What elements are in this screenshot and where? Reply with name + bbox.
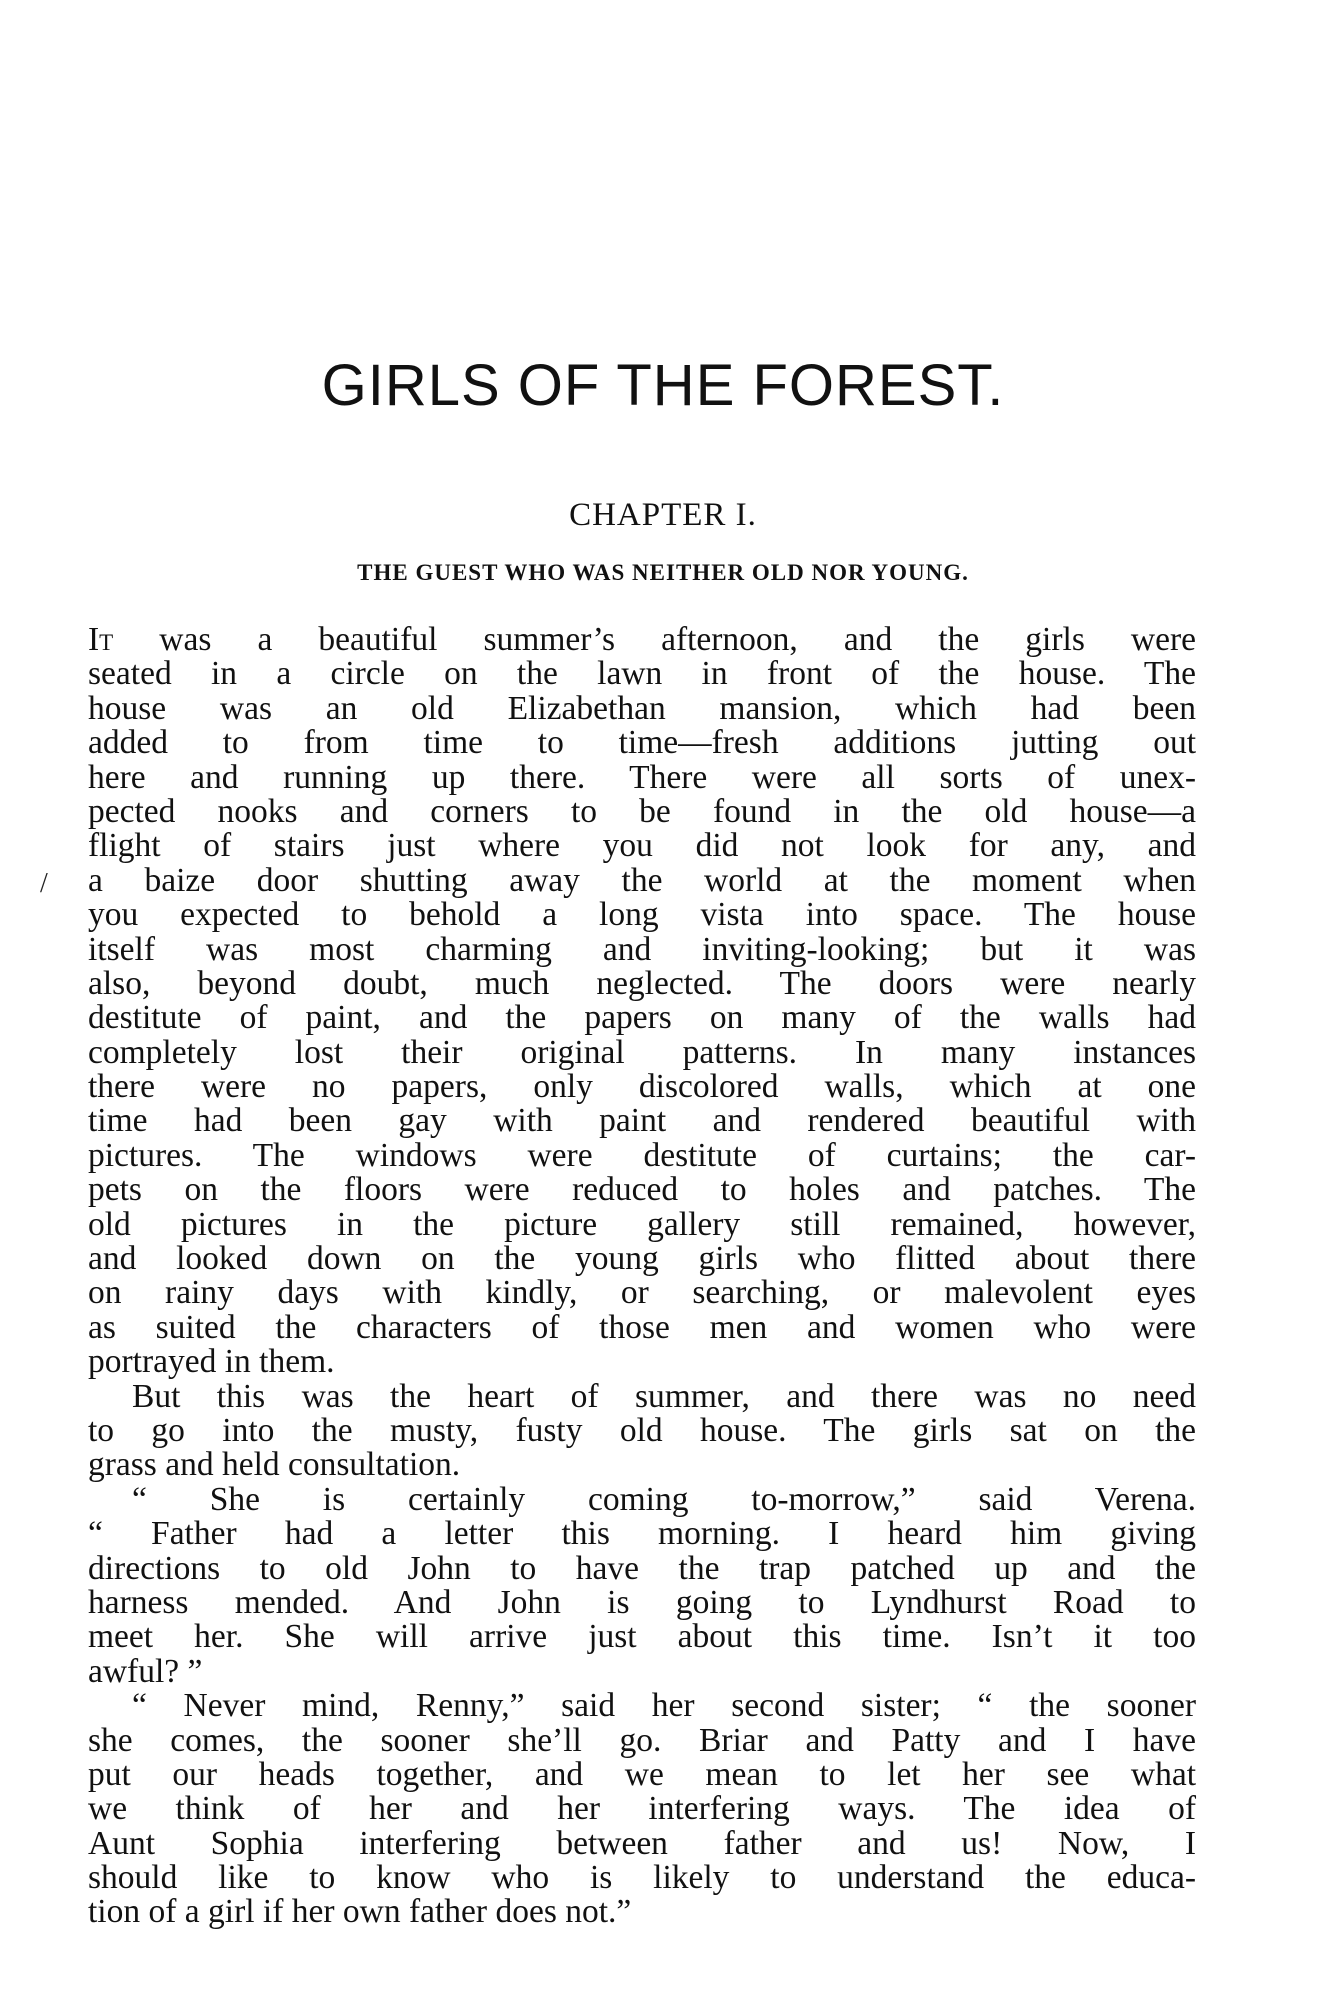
paragraph-line: “ She is certainly coming to-morrow,” said Verena.: [132, 1480, 1196, 1518]
paragraph-line: there were no papers, only discolored walls, which at one: [88, 1068, 1196, 1106]
paragraph-1: [88, 623, 1196, 1380]
paragraph-line: destitute of paint, and the papers on many of the walls had: [88, 999, 1196, 1037]
paragraph-line: added to from time to time—fresh additions jutting out: [88, 724, 1196, 762]
paragraph-line: seated in a circle on the lawn in front of the house. The: [88, 655, 1196, 693]
paragraph-line: pected nooks and corners to be found in the old house—a: [88, 792, 1196, 830]
paragraph-line: Aunt Sophia interfering between father and us! Now, I: [88, 1824, 1196, 1862]
body-text: [88, 623, 1196, 1930]
paragraph-line: to go into the musty, fusty old house. The girls sat on the: [88, 1411, 1196, 1449]
chapter-title: THE GUEST WHO WAS NEITHER OLD NOR YOUNG.: [357, 560, 969, 585]
paragraph-3: [88, 1480, 1196, 1690]
stray-ink-mark: /: [40, 868, 48, 899]
paragraph-line: portrayed in them.: [88, 1343, 335, 1381]
paragraph-line: a baize door shutting away the world at the moment when: [88, 861, 1196, 899]
paragraph-line: as suited the characters of those men and women who were: [88, 1308, 1196, 1346]
paragraph-line: she comes, the sooner she’ll go. Briar and Patty and I have: [88, 1721, 1196, 1759]
book-title: GIRLS OF THE FOREST.: [321, 353, 1005, 418]
paragraph-line: tion of a girl if her own father does not.”: [88, 1893, 632, 1931]
paragraph-line: But this was the heart of summer, and there was no need: [132, 1377, 1196, 1415]
paragraph-line: awful? ”: [88, 1652, 203, 1690]
paragraph-line: you expected to behold a long vista into space. The house: [88, 896, 1196, 934]
paragraph-line: itself was most charming and inviting-looking; but it was: [88, 930, 1196, 968]
paragraph-line: house was an old Elizabethan mansion, which had been: [88, 689, 1196, 727]
paragraph-line: should like to know who is likely to understand the educa-: [88, 1859, 1196, 1897]
paragraph-line: meet her. She will arrive just about this time. Isn’t it too: [88, 1618, 1196, 1656]
paragraph-line: harness mended. And John is going to Lyndhurst Road to: [88, 1583, 1196, 1621]
paragraph-line: also, beyond doubt, much neglected. The doors were nearly: [88, 964, 1196, 1002]
paragraph-4: [88, 1689, 1196, 1930]
paragraph-line: pictures. The windows were destitute of curtains; the car-: [88, 1136, 1196, 1174]
paragraph-2: [88, 1377, 1196, 1484]
paragraph-line: flight of stairs just where you did not look for any, and: [88, 827, 1196, 865]
paragraph-line: “ Never mind, Renny,” said her second sister; “ the sooner: [132, 1687, 1196, 1725]
paragraph-line: old pictures in the picture gallery still remained, however,: [88, 1205, 1196, 1243]
paragraph-line: put our heads together, and we mean to let her see what: [88, 1755, 1196, 1793]
paragraph-line: pets on the floors were reduced to holes and patches. The: [88, 1171, 1196, 1209]
paragraph-line: grass and held consultation.: [88, 1446, 461, 1484]
paragraph-line: directions to old John to have the trap patched up and the: [88, 1549, 1196, 1587]
paragraph-line: we think of her and her interfering ways. The idea of: [88, 1790, 1196, 1828]
paragraph-line: “ Father had a letter this morning. I heard him giving: [88, 1515, 1196, 1553]
drop-word: It: [88, 621, 114, 658]
paragraph-line: It was a beautiful summer’s afternoon, and the girls were: [88, 621, 1196, 658]
paragraph-line: on rainy days with kindly, or searching, or malevolent eyes: [88, 1274, 1196, 1312]
paragraph-line: and looked down on the young girls who flitted about there: [88, 1240, 1196, 1278]
paragraph-line: time had been gay with paint and rendered beautiful with: [88, 1102, 1196, 1140]
paragraph-line: here and running up there. There were all sorts of unex-: [88, 758, 1196, 796]
paragraph-line: completely lost their original patterns. In many instances: [88, 1033, 1196, 1071]
chapter-number: CHAPTER I.: [569, 497, 757, 533]
